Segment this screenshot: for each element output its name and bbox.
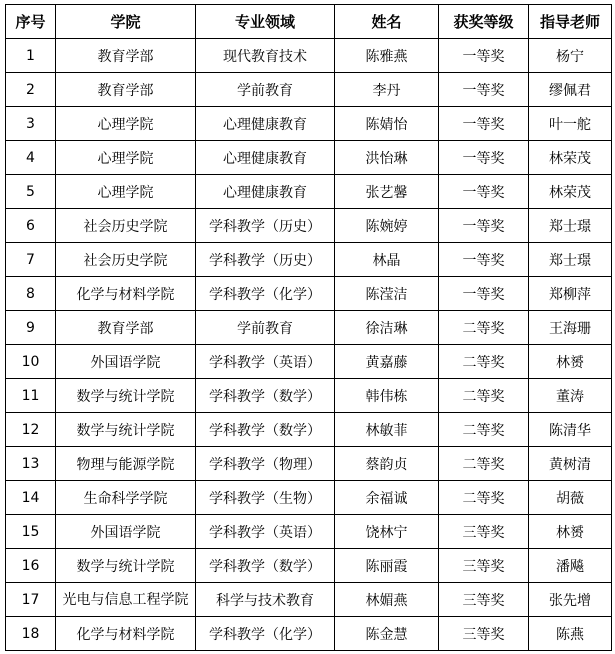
cell-college: 化学与材料学院 <box>56 617 196 651</box>
cell-name: 陈婉婷 <box>335 209 439 243</box>
cell-award-level: 一等奖 <box>439 277 529 311</box>
table-row <box>6 481 612 515</box>
cell-name: 陈金慧 <box>335 617 439 651</box>
cell-index: 18 <box>6 617 56 651</box>
cell-college: 数学与统计学院 <box>56 413 196 447</box>
cell-major: 学科教学（生物） <box>196 481 335 515</box>
cell-name: 林晶 <box>335 243 439 277</box>
header-row <box>6 5 612 39</box>
cell-index: 3 <box>6 107 56 141</box>
cell-major: 学科教学（英语） <box>196 345 335 379</box>
table-row <box>6 345 612 379</box>
table-row <box>6 549 612 583</box>
cell-major: 科学与技术教育 <box>196 583 335 617</box>
cell-index: 14 <box>6 481 56 515</box>
cell-college: 心理学院 <box>56 175 196 209</box>
table-row <box>6 243 612 277</box>
table-row <box>6 617 612 651</box>
cell-college: 外国语学院 <box>56 345 196 379</box>
cell-major: 心理健康教育 <box>196 141 335 175</box>
cell-award-level: 一等奖 <box>439 209 529 243</box>
cell-advisor: 胡薇 <box>529 481 612 515</box>
cell-name: 林敏菲 <box>335 413 439 447</box>
table-row <box>6 39 612 73</box>
cell-name: 余福诚 <box>335 481 439 515</box>
cell-major: 学前教育 <box>196 73 335 107</box>
cell-name: 饶林宁 <box>335 515 439 549</box>
cell-college: 生命科学学院 <box>56 481 196 515</box>
cell-award-level: 三等奖 <box>439 515 529 549</box>
cell-name: 林媚燕 <box>335 583 439 617</box>
cell-award-level: 一等奖 <box>439 243 529 277</box>
table-row <box>6 413 612 447</box>
header-name: 姓名 <box>335 5 439 39</box>
table-row <box>6 107 612 141</box>
cell-major: 学科教学（英语） <box>196 515 335 549</box>
cell-index: 15 <box>6 515 56 549</box>
cell-advisor: 张先增 <box>529 583 612 617</box>
cell-advisor: 缪佩君 <box>529 73 612 107</box>
award-table <box>5 4 612 651</box>
cell-index: 4 <box>6 141 56 175</box>
cell-major: 学科教学（化学） <box>196 617 335 651</box>
cell-major: 学科教学（物理） <box>196 447 335 481</box>
cell-award-level: 三等奖 <box>439 617 529 651</box>
cell-college: 化学与材料学院 <box>56 277 196 311</box>
cell-advisor: 郑士璟 <box>529 209 612 243</box>
cell-name: 黄嘉藤 <box>335 345 439 379</box>
cell-name: 洪怡琳 <box>335 141 439 175</box>
cell-college: 外国语学院 <box>56 515 196 549</box>
cell-advisor: 黄树清 <box>529 447 612 481</box>
cell-college: 教育学部 <box>56 311 196 345</box>
cell-advisor: 林荣茂 <box>529 175 612 209</box>
cell-award-level: 二等奖 <box>439 413 529 447</box>
cell-award-level: 三等奖 <box>439 583 529 617</box>
cell-major: 学前教育 <box>196 311 335 345</box>
table-row <box>6 515 612 549</box>
cell-college: 心理学院 <box>56 141 196 175</box>
cell-college: 数学与统计学院 <box>56 549 196 583</box>
header-advisor: 指导老师 <box>529 5 612 39</box>
cell-advisor: 陈清华 <box>529 413 612 447</box>
table-row <box>6 583 612 617</box>
cell-college: 教育学部 <box>56 39 196 73</box>
cell-name: 徐洁琳 <box>335 311 439 345</box>
cell-index: 6 <box>6 209 56 243</box>
cell-index: 12 <box>6 413 56 447</box>
cell-advisor: 郑柳萍 <box>529 277 612 311</box>
table-body <box>6 39 612 651</box>
cell-index: 16 <box>6 549 56 583</box>
cell-college: 社会历史学院 <box>56 209 196 243</box>
cell-advisor: 郑士璟 <box>529 243 612 277</box>
cell-advisor: 林荣茂 <box>529 141 612 175</box>
cell-award-level: 二等奖 <box>439 481 529 515</box>
cell-index: 11 <box>6 379 56 413</box>
table-row <box>6 277 612 311</box>
cell-award-level: 一等奖 <box>439 175 529 209</box>
cell-index: 2 <box>6 73 56 107</box>
cell-advisor: 叶一舵 <box>529 107 612 141</box>
cell-major: 学科教学（数学） <box>196 549 335 583</box>
cell-name: 韩伟栋 <box>335 379 439 413</box>
cell-major: 学科教学（数学） <box>196 379 335 413</box>
cell-major: 心理健康教育 <box>196 175 335 209</box>
cell-major: 学科教学（化学） <box>196 277 335 311</box>
table-row <box>6 447 612 481</box>
cell-advisor: 潘飚 <box>529 549 612 583</box>
cell-name: 陈滢洁 <box>335 277 439 311</box>
cell-award-level: 三等奖 <box>439 549 529 583</box>
cell-major: 学科教学（历史） <box>196 209 335 243</box>
cell-award-level: 一等奖 <box>439 39 529 73</box>
cell-advisor: 董涛 <box>529 379 612 413</box>
cell-index: 13 <box>6 447 56 481</box>
table-row <box>6 379 612 413</box>
cell-advisor: 王海珊 <box>529 311 612 345</box>
cell-advisor: 陈燕 <box>529 617 612 651</box>
cell-award-level: 一等奖 <box>439 141 529 175</box>
header-college: 学院 <box>56 5 196 39</box>
cell-index: 7 <box>6 243 56 277</box>
cell-advisor: 林赟 <box>529 515 612 549</box>
cell-award-level: 二等奖 <box>439 345 529 379</box>
cell-college: 心理学院 <box>56 107 196 141</box>
cell-award-level: 二等奖 <box>439 447 529 481</box>
table-row <box>6 209 612 243</box>
cell-award-level: 二等奖 <box>439 379 529 413</box>
header-major: 专业领域 <box>196 5 335 39</box>
table-row <box>6 311 612 345</box>
cell-name: 蔡韵贞 <box>335 447 439 481</box>
cell-award-level: 一等奖 <box>439 107 529 141</box>
cell-award-level: 一等奖 <box>439 73 529 107</box>
cell-index: 9 <box>6 311 56 345</box>
cell-college: 教育学部 <box>56 73 196 107</box>
cell-advisor: 林赟 <box>529 345 612 379</box>
table-row <box>6 175 612 209</box>
cell-name: 陈丽霞 <box>335 549 439 583</box>
cell-award-level: 二等奖 <box>439 311 529 345</box>
cell-major: 学科教学（历史） <box>196 243 335 277</box>
cell-major: 学科教学（数学） <box>196 413 335 447</box>
cell-index: 10 <box>6 345 56 379</box>
cell-college: 光电与信息工程学院 <box>56 583 196 617</box>
cell-college: 数学与统计学院 <box>56 379 196 413</box>
cell-index: 5 <box>6 175 56 209</box>
cell-index: 8 <box>6 277 56 311</box>
cell-index: 17 <box>6 583 56 617</box>
table-row <box>6 141 612 175</box>
cell-major: 心理健康教育 <box>196 107 335 141</box>
table-row <box>6 73 612 107</box>
cell-advisor: 杨宁 <box>529 39 612 73</box>
cell-index: 1 <box>6 39 56 73</box>
cell-college: 物理与能源学院 <box>56 447 196 481</box>
cell-major: 现代教育技术 <box>196 39 335 73</box>
cell-name: 陈婧怡 <box>335 107 439 141</box>
cell-college: 社会历史学院 <box>56 243 196 277</box>
cell-name: 陈雅燕 <box>335 39 439 73</box>
header-award-level: 获奖等级 <box>439 5 529 39</box>
cell-name: 张艺馨 <box>335 175 439 209</box>
cell-name: 李丹 <box>335 73 439 107</box>
header-index: 序号 <box>6 5 56 39</box>
